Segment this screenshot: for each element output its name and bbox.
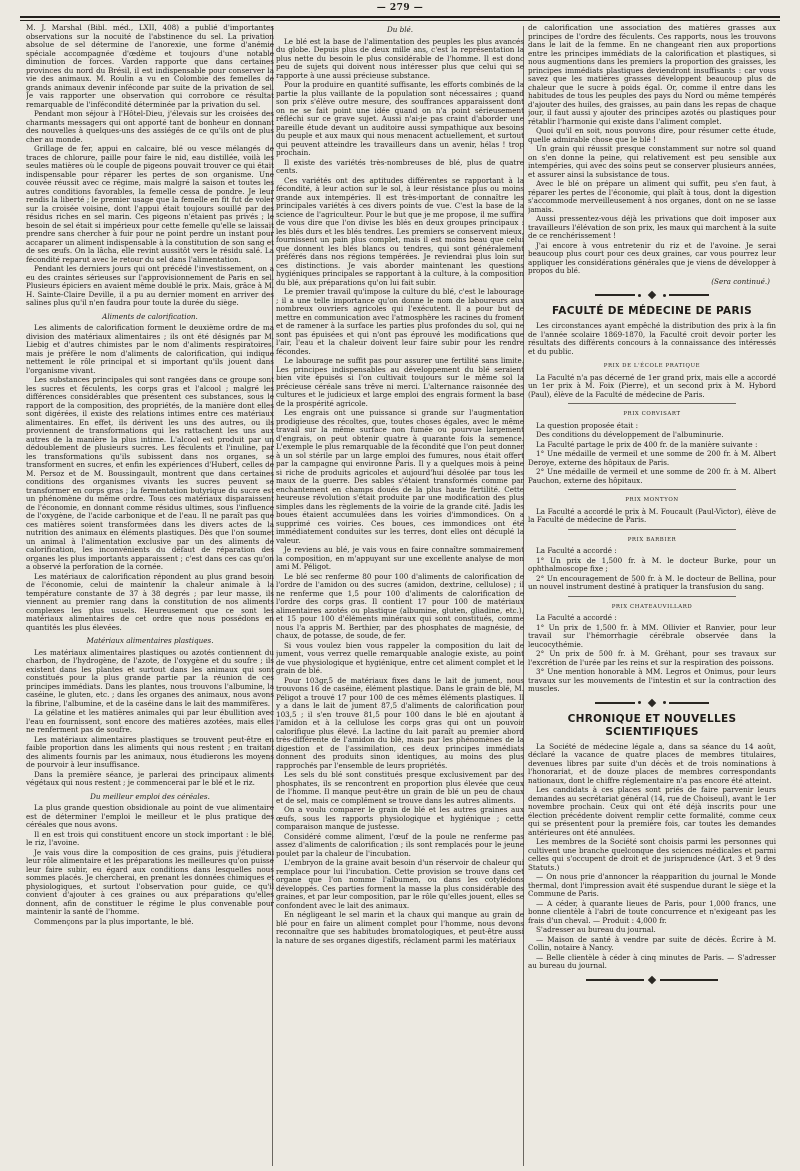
paragraph: — A céder, à quarante lieues de Paris, pour 1,000 francs, une bonne clientèle à l'abri de toute concurrence et n'exigeant pas les frais d'un cheval. — Produit : 4,000 fr. xyxy=(528,898,776,925)
paragraph: Pendant mon séjour à l'Hôtel-Dieu, j'élevais sur les croisées des charmants messagers qui ont apporté tant de bonheur en donnant des nouvelles à quelques-uns des assiégés de ce qu'ils ont de plus cher au monde. xyxy=(26,109,274,144)
paragraph: Ces variétés ont des aptitudes différentes se rapportant à la fécondité, à leur action sur le sol, à leur résistance plus ou moins grande aux intempéries. Il est très-important de connaître les principales variétés à ces divers points de vue. C'est la base de la science de l'agriculteur. Pour le but que je me propose, il me suffira de vous dire que l'on divise les blés en deux groupes principaux : les blés durs et les blés tendres. Les premiers se conservent mieux, fournissent un pain plus complet, mais il est moins beau que celui que donnent les blés blancs ou tendres, qui sont généralement préférés dans nos régions tempérées. Je reviendrai plus loin sur ces distinctions. Je vais aborder maintenant les questions hygiéniques principales se rapportant à la culture, à la composition du blé, aux préparations qu'on lui fait subir. xyxy=(276,175,524,287)
paragraph: La question proposée était : xyxy=(536,420,639,430)
paragraph: Avec le blé on prépare un aliment qui suffit, peu s'en faut, à réparer les pertes de l'économie, qui plaît à tous, dont la digestion s'accommode merveilleusement à nos organes, dont on ne se lasse jamais. xyxy=(528,179,776,214)
paragraph: La Faculté n'a pas décerné de 1er grand prix, mais elle a accordé un 1er prix à M. Foix (Pierre), et un second prix à M. Hybord (Paul), élève de la Faculté de médecine de Paris. xyxy=(528,372,776,399)
paragraph: La plus grande question obsidionale au point de vue alimentaire est de déterminer l'emploi le meilleur et le plus pratique des céréales que nous avons. xyxy=(26,803,274,829)
paragraph: Dans la première séance, je parlerai des principaux aliments végétaux qui nous restent ; je commencerai par le blé et le riz. xyxy=(26,769,274,787)
divider xyxy=(568,403,736,404)
paragraph: Considéré comme aliment, l'œuf de la poule ne renferme pas assez d'aliments de calorification ; ils sont remplacés pour le jeune poulet par la chaleur de l'incubation. xyxy=(276,831,524,858)
paragraph: Il en est trois qui constituent encore un stock important : le blé, le riz, l'avoine. xyxy=(26,829,274,847)
paragraph: La Faculté a accordé : xyxy=(536,613,617,622)
header-rule-thin xyxy=(20,20,780,21)
paragraph: Le labourage ne suffit pas pour assurer une fertilité sans limite. Les principes indispensables au développement du blé seraient bien vite épuisés si l'on cultivait toujours sur le même sol la précieuse céréale sans trêve ni merci. L'alternance raisonnée des cultures et le judicieux et large emploi des engrais forment la base de la prospérité agricole. xyxy=(276,356,524,408)
divider xyxy=(568,529,736,530)
paragraph: — Maison de santé à vendre par suite de décès. Écrire à M. Collin, notaire à Nancy. xyxy=(528,934,776,952)
paragraph: 1° Une médaille de vermeil et une somme de 200 fr. à M. Albert Deroye, externe des hôpitaux de Paris. xyxy=(528,449,776,467)
paragraph: En négligeant le sel marin et la chaux qui manque au grain de blé pour en faire un aliment complet pour l'homme, nous devons reconnaître que ses habitudes bromatologiques, et peut-être aussi la nature de ses organes digestifs, réclament parmi les matériaux xyxy=(276,910,524,945)
paragraph: Les circonstances ayant empêché la distribution des prix à la fin de l'année scolaire 1869-1870, la Faculté croit devoir porter les résultats des différents concours à la connaissance des intéressés et du public. xyxy=(528,321,776,356)
section-title-chronique: CHRONIQUE ET NOUVELLES SCIENTIFIQUES xyxy=(567,712,737,738)
paragraph: Les candidats à ces places sont priés de faire parvenir leurs demandes au secrétariat général (14, rue de Choiseul), avant le 1er novembre prochain. Ceux qui ont été déjà inscrits pour une élection précédente doivent remplir cette formalité, comme ceux qui se présentent pour la première fois, car toutes les demandes antérieures ont été annulées. xyxy=(528,785,776,837)
paragraph: Le blé est la base de l'alimentation des peuples les plus avancés du globe. Depuis plus de deux mille ans, c'est la représentation la plus nette du besoin le plus considérable de l'homme. Il est donc peu de sujets qui doivent nous intéresser plus que celui qui se rapporte à une aussi précieuse substance. xyxy=(276,36,524,80)
paragraph: Commençons par la plus importante, le blé. xyxy=(34,916,194,926)
paragraph: de calorification une association des matières grasses aux principes de l'ordre des féculents. Ces rapports, nous les trouvons dans le lait de la femme. En ne changeant rien aux proportions entre les principes immédiats de la calorification et plastiques, si nous augmentions dans les premiers la proportion des graisses, les principes immédiats plastiques deviendront insuffisants : car vous savez que les matières grasses développent beaucoup plus de chaleur que le sucre à poids égal. Or, comme il entre dans les habitudes de tous les peuples des pays du Nord ou même tempérés d'ajouter des huiles, des graisses, au pain dans les repas de chaque jour, il faut aussi y ajouter des principes azotés ou plastiques pour rétablir l'harmonie qui existe dans l'aliment complet. xyxy=(528,24,776,126)
paragraph: Les matériaux alimentaires plastiques se trouvent peut-être en faible proportion dans les aliments qui nous restent ; en traitant des aliments fournis par les animaux, nous étudierons les moyens de pourvoir à leur insuffisance. xyxy=(26,734,274,769)
column-right xyxy=(528,24,776,1164)
paragraph: Des conditions du développement de l'albuminurie. xyxy=(536,430,724,439)
prize-heading: PRIX CHATEAUVILLARD xyxy=(611,603,693,610)
column-left xyxy=(26,24,274,1164)
paragraph: L'embryon de la graine avait besoin d'un réservoir de chaleur qui remplace pour lui l'incubation. Cette provision se trouve dans cet organe que l'on nomme l'albumen, ou dans les cotylédons développés. Ces parties forment la masse la plus considérable des graines, et par leur composition, par le rôle qu'elles jouent, elles se confondent avec le lait des animaux. xyxy=(276,858,524,910)
paragraph: 3° Une mention honorable à MM. Legros et Onimus, pour leurs travaux sur les mouvements de l'intestin et sur la contraction des muscles. xyxy=(528,667,776,693)
paragraph: La Faculté a accordé : xyxy=(536,546,617,555)
paragraph: Les matériaux alimentaires plastiques ou azotés contiennent du charbon, de l'hydrogène, de l'azote, de l'oxygène et du soufre ; ils existent dans les plantes et surtout dans les animaux qui sont constitués pour la plus grande partie par la réunion de ces principes immédiats. Dans les plantes, nous trouvons l'albumine, la caséine, le gluten, etc. ; dans les organes des animaux, nous avons la fibrine, l'albumine, et de la caséine dans le lait des mammifères. xyxy=(26,647,274,708)
section-title-faculte: FACULTÉ DE MÉDECINE DE PARIS xyxy=(552,305,752,317)
paragraph: 2° Un encouragement de 500 fr. à M. le docteur de Bellina, pour un nouvel instrument destiné à pratiquer la transfusion du sang. xyxy=(528,573,776,591)
prize-heading: PRIX MONTYON xyxy=(625,497,679,503)
paragraph: La gélatine et les matières animales qui par leur ébullition avec l'eau en fournissent, sont encore des matières azotées, mais elles ne renferment pas de soufre. xyxy=(26,708,274,734)
paragraph: 1° Un prix de 1,500 fr. à M. le docteur Burke, pour un ophthalmoscope fixe ; xyxy=(528,555,776,573)
paragraph: Les membres de la Société sont choisis parmi les personnes qui cultivent une branche quelconque des sciences médicales et parmi celles qui s'occupent de droit et de jurisprudence (Art. 3 et 9 des Statuts.) xyxy=(528,837,776,872)
paragraph: 1° Un prix de 1,500 fr. à MM. Ollivier et Ranvier, pour leur travail sur l'hémorrhagie cérébrale observée dans la leucocythémie. xyxy=(528,622,776,649)
paragraph: Pour la produire en quantité suffisante, les efforts combinés de la partie la plus vaillante de la population sont nécessaires ; quand son prix s'élève outre mesure, des souffrances apparaissent dont on ne se fait point une idée quand on n'a point sérieusement réfléchi sur ce grave sujet. Aussi n'ai-je pas craint d'aborder une pareille étude devant un auditoire aussi sympathique aux besoins du peuple et aux maux qui nous menacent actuellement, et surtout qui peuvent atteindre les travailleurs dans un avenir, hélas ! trop prochain. xyxy=(276,80,524,157)
paragraph: — On nous prie d'annoncer la réapparition du journal le Monde thermal, dont l'impression avait été suspendue durant le siège et la Commune de Paris. xyxy=(528,872,776,898)
ornament-divider xyxy=(528,976,776,984)
prize-heading: PRIX CORVISART xyxy=(623,411,681,417)
paragraph: Pour 103gr,5 de matériaux fixes dans le lait de jument, nous trouvons 16 de caséine, élément plastique. Dans le grain de blé, M. Péligot a trouvé 17 pour 100 de ces mêmes éléments plastiques. Il y a dans le lait de jument 87,5 d'aliments de calorification pour 103,5 ; il s'en trouve 81,5 pour 100 dans le blé en ajoutant à l'amidon et à la cellulose les corps gras qui ont un pouvoir calorifique plus élevé. La lactine du lait paraît au premier abord très-différente de l'amidon du blé, mais par les phénomènes de la digestion et de l'assimilation, ces deux principes immédiats donnent des produits sinon identiques, au moins des plus rapprochés par l'ensemble de leurs propriétés. xyxy=(276,675,524,770)
paragraph: Il existe des variétés très-nombreuses de blé, plus de quatre cents. xyxy=(276,157,524,175)
paragraph: Les matériaux de calorification répondent au plus grand besoin de l'économie, celui de maintenir la chaleur animale à la température constante de 37 à 38 degrés ; par leur masse, ils viennent au premier rang dans la constitution de nos aliments complexes les plus usuels. Heureusement que ce sont les matériaux alimentaires de cet ordre que nous possédons en quantités les plus élevées. xyxy=(26,571,274,632)
paragraph: La Faculté partage le prix de 400 fr. de la manière suivante : xyxy=(536,439,758,449)
subheading: Aliments de calorification. xyxy=(102,311,198,321)
paragraph: Les engrais ont une puissance si grande sur l'augmentation prodigieuse des récoltes, que, toutes choses égales, avec le même travail sur la même surface non fumée ou pourvue largement d'engrais, on peut obtenir quatre à quarante fois la semence. L'exemple le plus remarquable de la fécondité que l'on peut donner à un sol stérile par un large emploi des fumures, nous était offert par la campagne qui environne Paris. Il y a quelques mois à peine si riche de produits agricoles et aujourd'hui désolée par tous les maux de la guerre. Des sables s'étaient transformés comme par enchantement en champs doués de la plus haute fertilité. Cette heureuse révolution s'était produite par une modification des plus simples dans les règlements de la voirie de la grande cité. Jadis les boues étaient accumulées dans les voiries d'immondices. On a supprimé ces voiries. Ces boues, ces immondices ont été immédiatement conduites sur les terres, dont elles ont décuplé la valeur. xyxy=(276,408,524,545)
paragraph: Je vais vous dire la composition de ces grains, puis j'étudierai leur rôle alimentaire et les préparations les meilleures qu'on puisse leur faire subir, eu égard aux conditions dans lesquelles nous sommes placés. Je chercherai, en prenant les données chimiques et physiologiques, et surtout l'observation pour guide, ce qu'il convient d'ajouter à ces graines ou aux préparations qu'elles donnent, afin de constituer le régime le plus convenable pour maintenir la santé de l'homme. xyxy=(26,847,274,916)
paragraph: Les sels du blé sont constitués presque exclusivement par des phosphates, ils se rencontrent en proportion plus élevée que ceux de l'homme. Il manque peut-être un grain de blé un peu de chaux et de sel, mais ce complément se trouve dans les autres aliments. xyxy=(276,770,524,805)
divider xyxy=(568,489,736,490)
paragraph: Aussi pressentez-vous déjà les privations que doit imposer aux travailleurs l'élévation de son prix, les maux qui marchent à la suite de ce renchérissement ! xyxy=(528,214,776,240)
paragraph: 2° Une médaille de vermeil et une somme de 200 fr. à M. Albert Pauchon, externe des hôpitaux. xyxy=(528,467,776,485)
prize-heading: PRIX BARBIER xyxy=(627,536,677,543)
continuation-note: (Sera continué.) xyxy=(711,276,770,286)
ornament-divider xyxy=(528,291,776,299)
paragraph: Les aliments de calorification forment le deuxième ordre de ma division des matériaux alimentaires ; ils ont été désignés par M. Liebig et d'autres chimistes par le nom d'aliments respiratoires, mais je préfère le nom d'aliments de calorification, qui indique nettement le rôle principal et si important qu'ils jouent dans l'organisme vivant. xyxy=(26,323,274,375)
paragraph: Quoi qu'il en soit, nous pouvons dire, pour résumer cette étude, quelle admirable chose que le blé ! xyxy=(528,126,776,144)
paragraph: M. J. Marshal (Bibl. méd., LXII, 408) a publié d'importantes observations sur la nocuité de l'abstinence du sel. La privation absolue de sel détermine de l'anorexie, une forme d'anémie spéciale accompagnée d'œdème et toujours d'une notable diminution de forces. Varden rapporte que dans certaines provinces du nord du Brésil, il est indispensable pour conserver la vie des animaux. M. Roulin a vu en Colombie des femelles de grands animaux devenir inféconde par suite de la privation de sel. Je vais rapporter une observation qui corrobore ce résultat remarquable de l'infécondité déterminée par la privation du sel. xyxy=(26,24,274,109)
subheading: Du blé. xyxy=(386,25,414,34)
paragraph: La Faculté a accordé le prix à M. Foucault (Paul-Victor), élève de la Faculté de médecine de Paris. xyxy=(528,506,776,524)
paragraph: — Belle clientèle à céder à cinq minutes de Paris. — S'adresser au bureau du journal. xyxy=(528,952,776,970)
header-rule-thick xyxy=(20,16,780,18)
paragraph: Le premier travail qu'impose la culture du blé, c'est le labourage ; il a une telle importance qu'on donne le nom de laboureurs aux nombreux ouvriers agricoles qui l'exécutent. Il a pour but de mettre en communication avec l'atmosphère les racines du froment et de ramener à la surface les parties plus profondes du sol, qui ne sont pas épuisées et qui n'ont pas éprouvé les modifications que l'air, l'eau et la chaleur doivent leur faire subir pour les rendre fécondes. xyxy=(276,287,524,356)
paragraph: Un grain qui réussit presque constamment sur notre sol quand on s'en donne la peine, qui relativement est peu sensible aux intempéries, qui avec des soins peut se conserver plusieurs années, et assurer ainsi la subsistance de tous. xyxy=(528,144,776,179)
paragraph: On a voulu comparer le grain de blé et les autres graines aux œufs, sous les rapports physiologique et hygiénique ; cette comparaison manque de justesse. xyxy=(276,805,524,831)
ornament-divider xyxy=(528,699,776,707)
paragraph: 2° Un prix de 500 fr. à M. Gréhant, pour ses travaux sur l'excrétion de l'urée par les reins et sur la respiration des poissons. xyxy=(528,649,776,667)
prize-heading: PRIX DE L'ÉCOLE PRATIQUE xyxy=(603,363,701,369)
paragraph: Pendant les derniers jours qui ont précédé l'investissement, on a eu des craintes sérieuses sur l'approvisionnement de Paris en sel. Plusieurs épiciers en avaient même doublé le prix. Mais, grâce à M. H. Sainte-Claire Deville, il a pu au dernier moment en arriver des salines plus qu'il n'en faudra pour toute la durée du siège. xyxy=(26,264,274,307)
column-middle xyxy=(276,24,524,1164)
page-number: — 279 — xyxy=(376,3,424,13)
paragraph: Les substances principales qui sont rangées dans ce groupe sont les sucres et féculents, les corps gras et l'alcool ; malgré les différences considérables que présentent ces substances, sous le rapport de la composition, des propriétés, de la manière dont elles sont digérées, il existe des relations intimes entre ces matériaux alimentaires. En effet, ils dérivent les uns des autres, ou ils proviennent de transformations qui les rattachent les uns aux autres de la manière la plus intime. L'alcool est produit par un dédoublement de plusieurs sucres. Les féculents et l'inuline, par les transformations qu'ils subissent dans nos organes, se transforment en sucres, et enfin les expériences d'Hubert, celles de M. Persoz et de M. Boussingault, montrent que dans certaines conditions des organismes vivants les sucres peuvent se transformer en corps gras ; la fermentation butyrique du sucre est un phénomène du même ordre. Tous ces matériaux disparaissent de l'économie, en donnant comme résidus ultimes, sous l'influence de l'oxygène, de l'acide carbonique et de l'eau. Il ne paraît pas que ces matières soient transformées dans les divers actes de la nutrition des animaux en éléments plastiques. Dès que l'on soumet un animal à l'alimentation exclusive par un des aliments de calorification, les inconvénients du défaut de réparation des organes les plus importants apparaissent ; c'est dans ces cas qu'on a observé la perforation de la cornée. xyxy=(26,375,274,571)
divider xyxy=(568,596,736,597)
subheading: Matériaux alimentaires plastiques. xyxy=(86,636,214,645)
paragraph: Je reviens au blé, je vais vous en faire connaître sommairement la composition, en m'appuyant sur une excellente analyse de mon ami M. Péligot. xyxy=(276,545,524,571)
paragraph: La Société de médecine légale a, dans sa séance du 14 août, déclaré la vacance de quatre places de membres titulaires, devenues libres par suite d'un décès et de trois nominations à l'honorariat, et de douze places de membres correspondants nationaux, dont le chiffre réglementaire n'a pas encore été atteint. xyxy=(528,741,776,785)
paragraph: Le blé sec renferme 80 pour 100 d'aliments de calorification de l'ordre de l'amidon ou des sucres (amidon, dextrine, cellulose) ; il ne renferme que 1,5 pour 100 d'aliments de calorification de l'ordre des corps gras. Il contient 17 pour 100 de matériaux alimentaires azotés ou plastique (albumine, gluten, gliadine, etc.), et 15 pour 100 d'éléments minéraux qui sont constitués, comme nous l'a appris M. Berthier, par des phosphates de magnésie, de chaux, de potasse, de soude, de fer. xyxy=(276,571,524,640)
paragraph: Grillage de fer, appui en calcaire, blé ou vesce mélangés de traces de chlorure, paille pour faire le nid, eau distillée, voilà les seules matières où le couple de pigeons pouvait trouver ce qui était indispensable pour réparer les pertes de son organisme. Une couvée réussit avec ce régime, mais malgré la saison et toutes les autres conditions favorables, la femelle cessa de pondre. Je leur rendis la liberté ; le premier usage que la femelle en fit fut de voler sur la croisée voisine, dont l'appui était toujours souillé par des résidus riches en sel marin. Ces pigeons n'étaient pas privés ; le besoin de sel était si impérieux pour cette femelle qu'elle se laissait prendre sans chercher à fuir pour ne point perdre un instant pour accaparer un aliment indispensable à la constitution de son sang et de ses œufs. On la lâcha, elle revint aussitôt vers le résidu salé. La fécondité reparut avec le retour du sel dans l'alimentation. xyxy=(26,144,274,264)
paragraph: J'ai encore à vous entretenir du riz et de l'avoine. Je serai beaucoup plus court pour ces deux graines, car vous pourrez leur appliquer les considérations générales que je viens de développer à propos du blé. xyxy=(528,240,776,275)
subheading: Du meilleur emploi des céréales. xyxy=(90,791,210,801)
paragraph: Si vous voulez bien vous rappeler la composition du lait de jument, vous verrez quelle remarquable analogie existe, au point de vue physiologique et hygiénique, entre cet aliment complet et le grain de blé. xyxy=(276,640,524,675)
paragraph: S'adresser au bureau du journal. xyxy=(536,925,656,934)
